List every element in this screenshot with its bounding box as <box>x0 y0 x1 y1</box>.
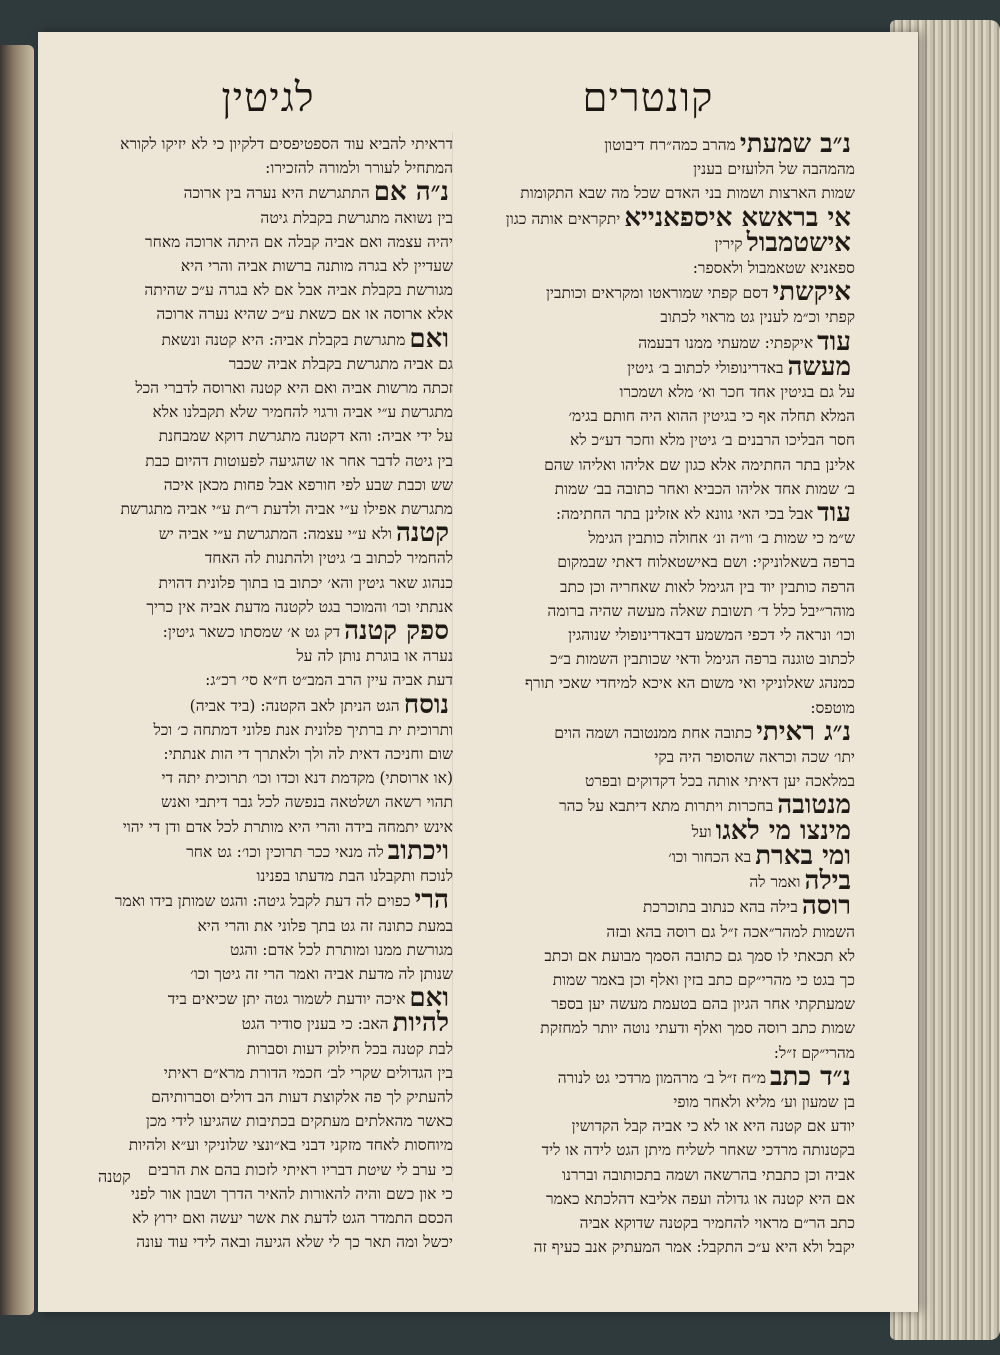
line-text: איקפתי: שמעתי ממנו דבעמה <box>638 333 814 352</box>
text-line <box>460 575 855 599</box>
section-heading: ויכתוב <box>387 835 449 866</box>
line-text: ואמר לה <box>749 873 801 892</box>
section-heading: קטנה <box>395 518 449 549</box>
text-line <box>460 671 855 695</box>
text-line <box>460 745 855 769</box>
line-text: דק גט א׳ שמסתו כשאר גיטין: <box>162 623 341 642</box>
section-heading: איקשתי <box>772 277 851 308</box>
section-heading: נ״ב שמעתי <box>739 129 851 159</box>
text-line <box>460 1211 855 1235</box>
line-text: יהיה עצמה ואם אביה קבלה אם היתה ארוכה מאחר <box>145 232 453 251</box>
line-text: באדרינופולי לכתוב ב׳ גיטין <box>627 358 784 377</box>
text-line <box>460 1016 855 1040</box>
text-line <box>58 1206 453 1230</box>
text-line <box>460 790 855 821</box>
line-text: ולא ע״י עצמה: המתגרשת ע״י אביה יש <box>158 525 392 544</box>
text-line <box>58 473 453 497</box>
section-heading: אי בראשא איספאנייא <box>624 202 851 233</box>
section-heading: ומי בארת <box>755 840 851 871</box>
line-text: יקבל ולא היא ע״כ התקבל: אמר המעתיק אנב כעיף זה <box>533 1238 855 1257</box>
line-text: לא תכאתי לו סמך גם כתובה הסמך מבועת אם וכתב <box>544 946 855 965</box>
text-line <box>460 477 855 501</box>
text-line <box>58 1109 453 1133</box>
line-text: במעת כתונה זה גט בתך פלוני את והרי היא <box>197 916 453 935</box>
line-text: בא הכחור וכו׳ <box>668 847 752 866</box>
line-text: לכתוב טוגנה ברפה הגימל ודאי שכותבין השמות ב״כ <box>550 650 855 669</box>
line-text: בילה בהא כנתוב בתוכרכת <box>643 898 798 917</box>
text-line <box>460 968 855 992</box>
line-text: ב׳ שמות אחד אליהו הכביא ואחר כתובה בב׳ שמות <box>554 479 855 498</box>
line-text: כמנהג שאלוניקי ואי משום הא איכא למיחדי שאכי תורף <box>525 674 855 693</box>
text-line <box>460 277 855 308</box>
line-text: ספאניא שטאמבול ולאספר: <box>692 259 855 278</box>
line-text: כתובה אחת ממנטובה ושמה הוים <box>554 723 753 742</box>
text-line <box>460 1235 855 1259</box>
text-line <box>58 835 453 866</box>
text-line <box>58 1037 453 1061</box>
line-text: שמות כתב רוסה סמך ואלף ודעתי נוטה יותר למחזקת <box>540 1019 855 1038</box>
section-heading: עוד <box>817 326 851 357</box>
line-text: מתגרשת בקבלת אביה: היא קטנה ונשאת <box>161 330 406 349</box>
line-text: יכשל ומה תאר כך לי שלא הגיעה ובאה לידי עוד עונה <box>136 1233 453 1252</box>
line-text: בן שמעון וע׳ מליא ולאחר מופי <box>673 1092 855 1111</box>
line-text: גם אביה מתגרשת בקבלת אביה שכבר <box>228 354 453 373</box>
text-line <box>58 1133 453 1157</box>
text-line <box>58 790 453 814</box>
text-line <box>460 623 855 647</box>
line-text: המתחיל לעורר ולמורה להזכירו: <box>265 159 453 178</box>
line-text: מוטפס: <box>810 698 855 717</box>
text-line <box>460 1187 855 1211</box>
text-line <box>460 840 855 871</box>
line-text: שום וחניכה דאית לה ולך ולאתרך די הות אנתתי: <box>163 745 453 764</box>
line-text: כתב הר״ם מראוי להחמיר בקטנה שדוקא אביה <box>579 1213 855 1232</box>
line-text: הרפה כותבין יוד בין הגימל לאות שאחריה וכן כתב <box>560 577 855 596</box>
section-heading: הרי <box>414 885 449 916</box>
text-line <box>460 351 855 382</box>
section-heading: להיות <box>392 1008 449 1039</box>
text-line <box>460 227 855 258</box>
text-line <box>58 885 453 916</box>
text-line <box>58 546 453 570</box>
line-text: בין גיטה לדבר אחר או שהגיעה לפעוטות דהיום כבת <box>145 451 453 470</box>
text-line <box>58 742 453 766</box>
text-line <box>460 453 855 477</box>
text-line <box>460 428 855 452</box>
text-line <box>460 647 855 671</box>
text-line <box>58 1230 453 1254</box>
text-line <box>58 424 453 448</box>
line-text: מיוחסות לאחד מזקני דבני בא״ונצי שלוניקי וע״א ולהיות <box>128 1136 453 1155</box>
section-heading: בילה <box>804 866 851 897</box>
text-line <box>460 716 855 747</box>
text-line <box>460 1061 855 1092</box>
text-line <box>460 1138 855 1162</box>
book-page <box>38 32 918 1312</box>
section-heading: נ״ג ראיתי <box>756 716 851 747</box>
line-text: לה מנאי ככר תרוכין וכו׳: גט אחר <box>186 842 384 861</box>
text-line <box>460 1114 855 1138</box>
line-text: איכה יודעת לשמור גטה יתן שכיאים ביד <box>167 990 406 1009</box>
text-line <box>58 400 453 424</box>
line-text: להעתיק לך פה אלקוצת דעות הב דולים וסברותיהם <box>151 1087 453 1106</box>
line-text: יודע אם קטנה היא או לא כי אביה קבל הקדושין <box>571 1117 855 1136</box>
line-text: התתגרשת היא נערה בין ארוכה <box>183 184 370 203</box>
text-line <box>58 376 453 400</box>
header-right-title: קונטרים <box>582 75 714 121</box>
section-heading: עוד <box>817 498 851 529</box>
text-line <box>58 962 453 986</box>
text-line <box>58 230 453 254</box>
section-heading: מינצו מי לאגו <box>715 815 851 846</box>
text-line <box>460 181 855 205</box>
line-text: להחמיר לכתוב ב׳ גיטין ולהתנות לה האחד <box>204 549 453 568</box>
line-text: חסר הבליכו הרבנים ב׳ גיטין מלא וחכר דע״כ לא <box>570 431 855 450</box>
text-line <box>460 992 855 1016</box>
line-text: שעדיין לא בגרה מותנה ברשות אביה והרי היא <box>180 257 453 276</box>
text-line <box>460 404 855 428</box>
section-heading: ואם <box>409 983 449 1014</box>
line-text: שנותן לה מדעת אביה ואמר הרי זה גיטך וכו׳ <box>190 964 453 983</box>
line-text: שמות הארצות ושמות בני האדם שכל מה שבא התקומות <box>520 184 855 203</box>
line-text: כי ערב לי שיטת דבריו ראיתי לזכות בהם את הרבים <box>147 1160 453 1179</box>
line-text: מגורשת בקבלת אביה אבל אם לא בגרה ע״כ שהיתה <box>144 281 453 300</box>
text-line <box>460 380 855 404</box>
text-line <box>460 305 855 329</box>
text-line <box>460 1090 855 1114</box>
line-text: דסם קפתי שמוראטו ומקראים וכותבין <box>545 284 769 303</box>
line-text: דעת אביה עיין הרב המב״ט ח״א סי׳ רכ״ג: <box>205 671 453 690</box>
line-text: בחכרות ויתרות מתא דיתבא על כהר <box>559 797 774 816</box>
line-text: אם היא קטנה או גדולה ועפה אליבא דהלכתא כאמר <box>545 1189 855 1208</box>
section-heading: אישטמבול <box>746 227 851 258</box>
line-text: המלא תחלה אף כי בגיטין ההוא היה חותם בגימ׳ <box>568 407 855 426</box>
text-line <box>58 278 453 302</box>
text-line <box>58 497 453 521</box>
text-line <box>58 518 453 549</box>
line-text: על ידי אביה: והא דקטנה מתגרשת דוקא שמבחנת <box>158 427 453 446</box>
text-line <box>460 157 855 181</box>
section-heading: נ״ד כתב <box>770 1061 851 1092</box>
text-line <box>58 938 453 962</box>
text-line <box>58 449 453 473</box>
text-line <box>460 550 855 574</box>
text-line <box>58 1085 453 1109</box>
line-text: אבל בכי האי גוונא לא אזלינן בתר החתימה: <box>555 505 814 524</box>
text-line <box>58 254 453 278</box>
line-text: מהרי״קם ז״ל: <box>773 1043 855 1062</box>
line-text: מהרב כמה״רח דיבוטון <box>604 136 736 154</box>
line-text: כאשר מהאלתים מעתקים בכתיבות שהגיעו לידי מכן <box>145 1112 453 1131</box>
line-text: מוהר״יבל כלל ד׳ תשובת שאלה מעשה שהיה ברומה <box>547 601 855 620</box>
line-text: מ״ח ז״ל ב׳ מרהמון מרדכי גט לנורה <box>557 1068 767 1087</box>
line-text: הגט הניתן לאב הקטנה: (ביד אביה) <box>189 696 400 715</box>
line-text: מתגרשת ע״י אביה ורגוי להחמיר שלא תקבלנו אלא <box>152 403 453 422</box>
line-text: כך בגט כי מהרי״קם כתב בזין ואלף וכן באמר שמות <box>552 970 855 989</box>
text-line <box>460 1163 855 1187</box>
line-text: מתגרשת אפילו ע״י אביה ולדעת ר״ת ע״י אביה מתגרשת <box>120 500 453 519</box>
text-line <box>58 302 453 326</box>
line-text: יתו׳ שכה וכראה שהסופר היה בקי <box>654 748 855 767</box>
header-left-title: לגיטין <box>221 75 315 121</box>
text-line <box>58 571 453 595</box>
line-text: כנהוג שאר גיטין והא׳ יכתוב בו בתוך פלונית דהוית <box>158 573 453 592</box>
line-text: וכו׳ ונראה לי דכפי המשמע דבאדרינופולי שנוהגין <box>568 626 855 645</box>
section-heading: נ״ה אם <box>373 177 449 208</box>
text-line <box>58 1008 453 1039</box>
line-text: ברפה בשאלוניקי: ושם באישטאלוח דאתי שבמקום <box>557 553 855 572</box>
section-heading: ספק קטנה <box>344 616 449 647</box>
line-text: על גם בגיטין אחד חכר וא׳ מלא ושמכרו <box>619 383 855 402</box>
text-line <box>460 599 855 623</box>
line-text: בין הגדולים שקרי לב׳ חכמי הדורת מרא״ם ראיתי <box>163 1063 453 1082</box>
line-text: ש״מ כי שמות ב׳ וו״ה ונ׳ אחולה כותבין הגימל <box>588 529 855 548</box>
line-text: הכסם התמדר הגט לדעת את אשר יעשה ואם ירוץ לא <box>132 1208 453 1227</box>
left-text-column <box>58 132 453 1252</box>
text-line <box>460 866 855 897</box>
text-line <box>460 526 855 550</box>
line-text: שש וכבת שבע לפי חורפא אבל פחות מכאן איכה <box>163 475 453 494</box>
text-line <box>460 920 855 944</box>
line-text: השמות למהר״אכה ז״ל גם רוסה בהא ובזה <box>606 922 855 941</box>
section-heading: מנטובה <box>777 790 851 821</box>
line-text: האב: כי בענין סודיר הגט <box>241 1015 389 1034</box>
text-line <box>460 129 855 159</box>
text-line <box>58 1061 453 1085</box>
line-text: אלא ארוסה או אם כשאת ע״כ שהיא נערה ארוכה <box>156 305 453 324</box>
text-line <box>460 891 855 922</box>
text-line <box>460 498 855 529</box>
text-line <box>58 132 453 156</box>
line-text: לבת קטנה בכל חילוק דעות וסברות <box>246 1039 453 1058</box>
line-text: מהמהבה של הלועזים בענין <box>693 160 855 179</box>
section-heading: רוסה <box>801 891 851 922</box>
text-line <box>58 766 453 790</box>
line-text: (או ארוסתי) מקדמת דנא וכדו וכו׳ תרוכית יתה די <box>161 769 453 788</box>
line-text: ותרוכית ית ברתיך פלונית אנת פלוני דמתחה כ׳ וכל <box>153 720 453 739</box>
line-text: אלינן בתר החתימה אלא כגון שם אליהו ואליהו שהם <box>544 455 855 474</box>
text-line <box>58 323 453 354</box>
text-line <box>58 689 453 720</box>
line-text: תהוי רשאה ושלטאה בנפשה לכל גבר דיתבי ואנש <box>160 793 453 812</box>
text-line <box>58 352 453 376</box>
text-line <box>58 644 453 668</box>
line-text: שמעתקתי אחר הגיון בהם בטעמת מעשה יען בספר <box>551 995 855 1014</box>
line-text: דראיתי להביא עוד הספטיפסים דלקיון כי לא יזיקו לקורא <box>120 135 453 153</box>
line-text: בין נשואה מתגרשת בקבלת גיטה <box>260 208 453 227</box>
line-text: אביה וכן כתבתי בהרשאה ושמה בתכותובה ובררנו <box>562 1165 855 1184</box>
text-line <box>58 718 453 742</box>
line-text: זכתה מרשות אביה ואם היא קטנה וארוסה לדברי הכל <box>135 379 453 398</box>
text-line <box>58 914 453 938</box>
right-text-column <box>460 129 855 1257</box>
catchword: קטנה <box>98 1167 131 1186</box>
line-text: כי און כשם והיה להאורות להאיר הדרך ושבון אור לפני <box>130 1184 453 1203</box>
line-text: לנוכח ותקבלנו הבת מדעתו בפנינו <box>256 867 453 886</box>
line-text: בקטנותה מרדכי שאחר לשליח מיתן הגט לידה או ליד <box>541 1141 855 1160</box>
line-text: קירין <box>714 234 743 253</box>
section-heading: ואם <box>409 323 449 354</box>
line-text: נערה או בוגרת נותן לה על <box>296 647 453 666</box>
text-line <box>58 616 453 647</box>
line-text: מגורשת ממנו ומותרת לכל אדם: והגט <box>229 940 453 959</box>
text-line <box>58 864 453 888</box>
line-text: במלאכה יען דאיתי אותה בכל דקדוקים ובפרט <box>584 772 855 791</box>
line-text: יתקראים אותה כגון <box>505 209 621 228</box>
text-line <box>58 668 453 692</box>
text-line <box>460 944 855 968</box>
section-heading: נוסח <box>403 689 449 720</box>
line-text: אנתתי וכו׳ והמוכר בגט לקטנה מדעת אביה אין כריך <box>146 597 453 616</box>
book-binding-edge <box>0 45 34 1315</box>
section-heading: מעשה <box>787 351 851 382</box>
line-text: קפתי וכ״מ לענין גט מראוי לכתוב <box>660 308 855 327</box>
line-text: אינש יתמחה בידה והרי היא מותרת לכל אדם ודן די יהוי <box>122 817 453 836</box>
text-line <box>58 177 453 208</box>
line-text: ועל <box>691 822 712 841</box>
text-line <box>58 206 453 230</box>
line-text: כפוים לה דעת לקבל גיטה: והגט שמותן בידו ואמר <box>114 892 411 911</box>
